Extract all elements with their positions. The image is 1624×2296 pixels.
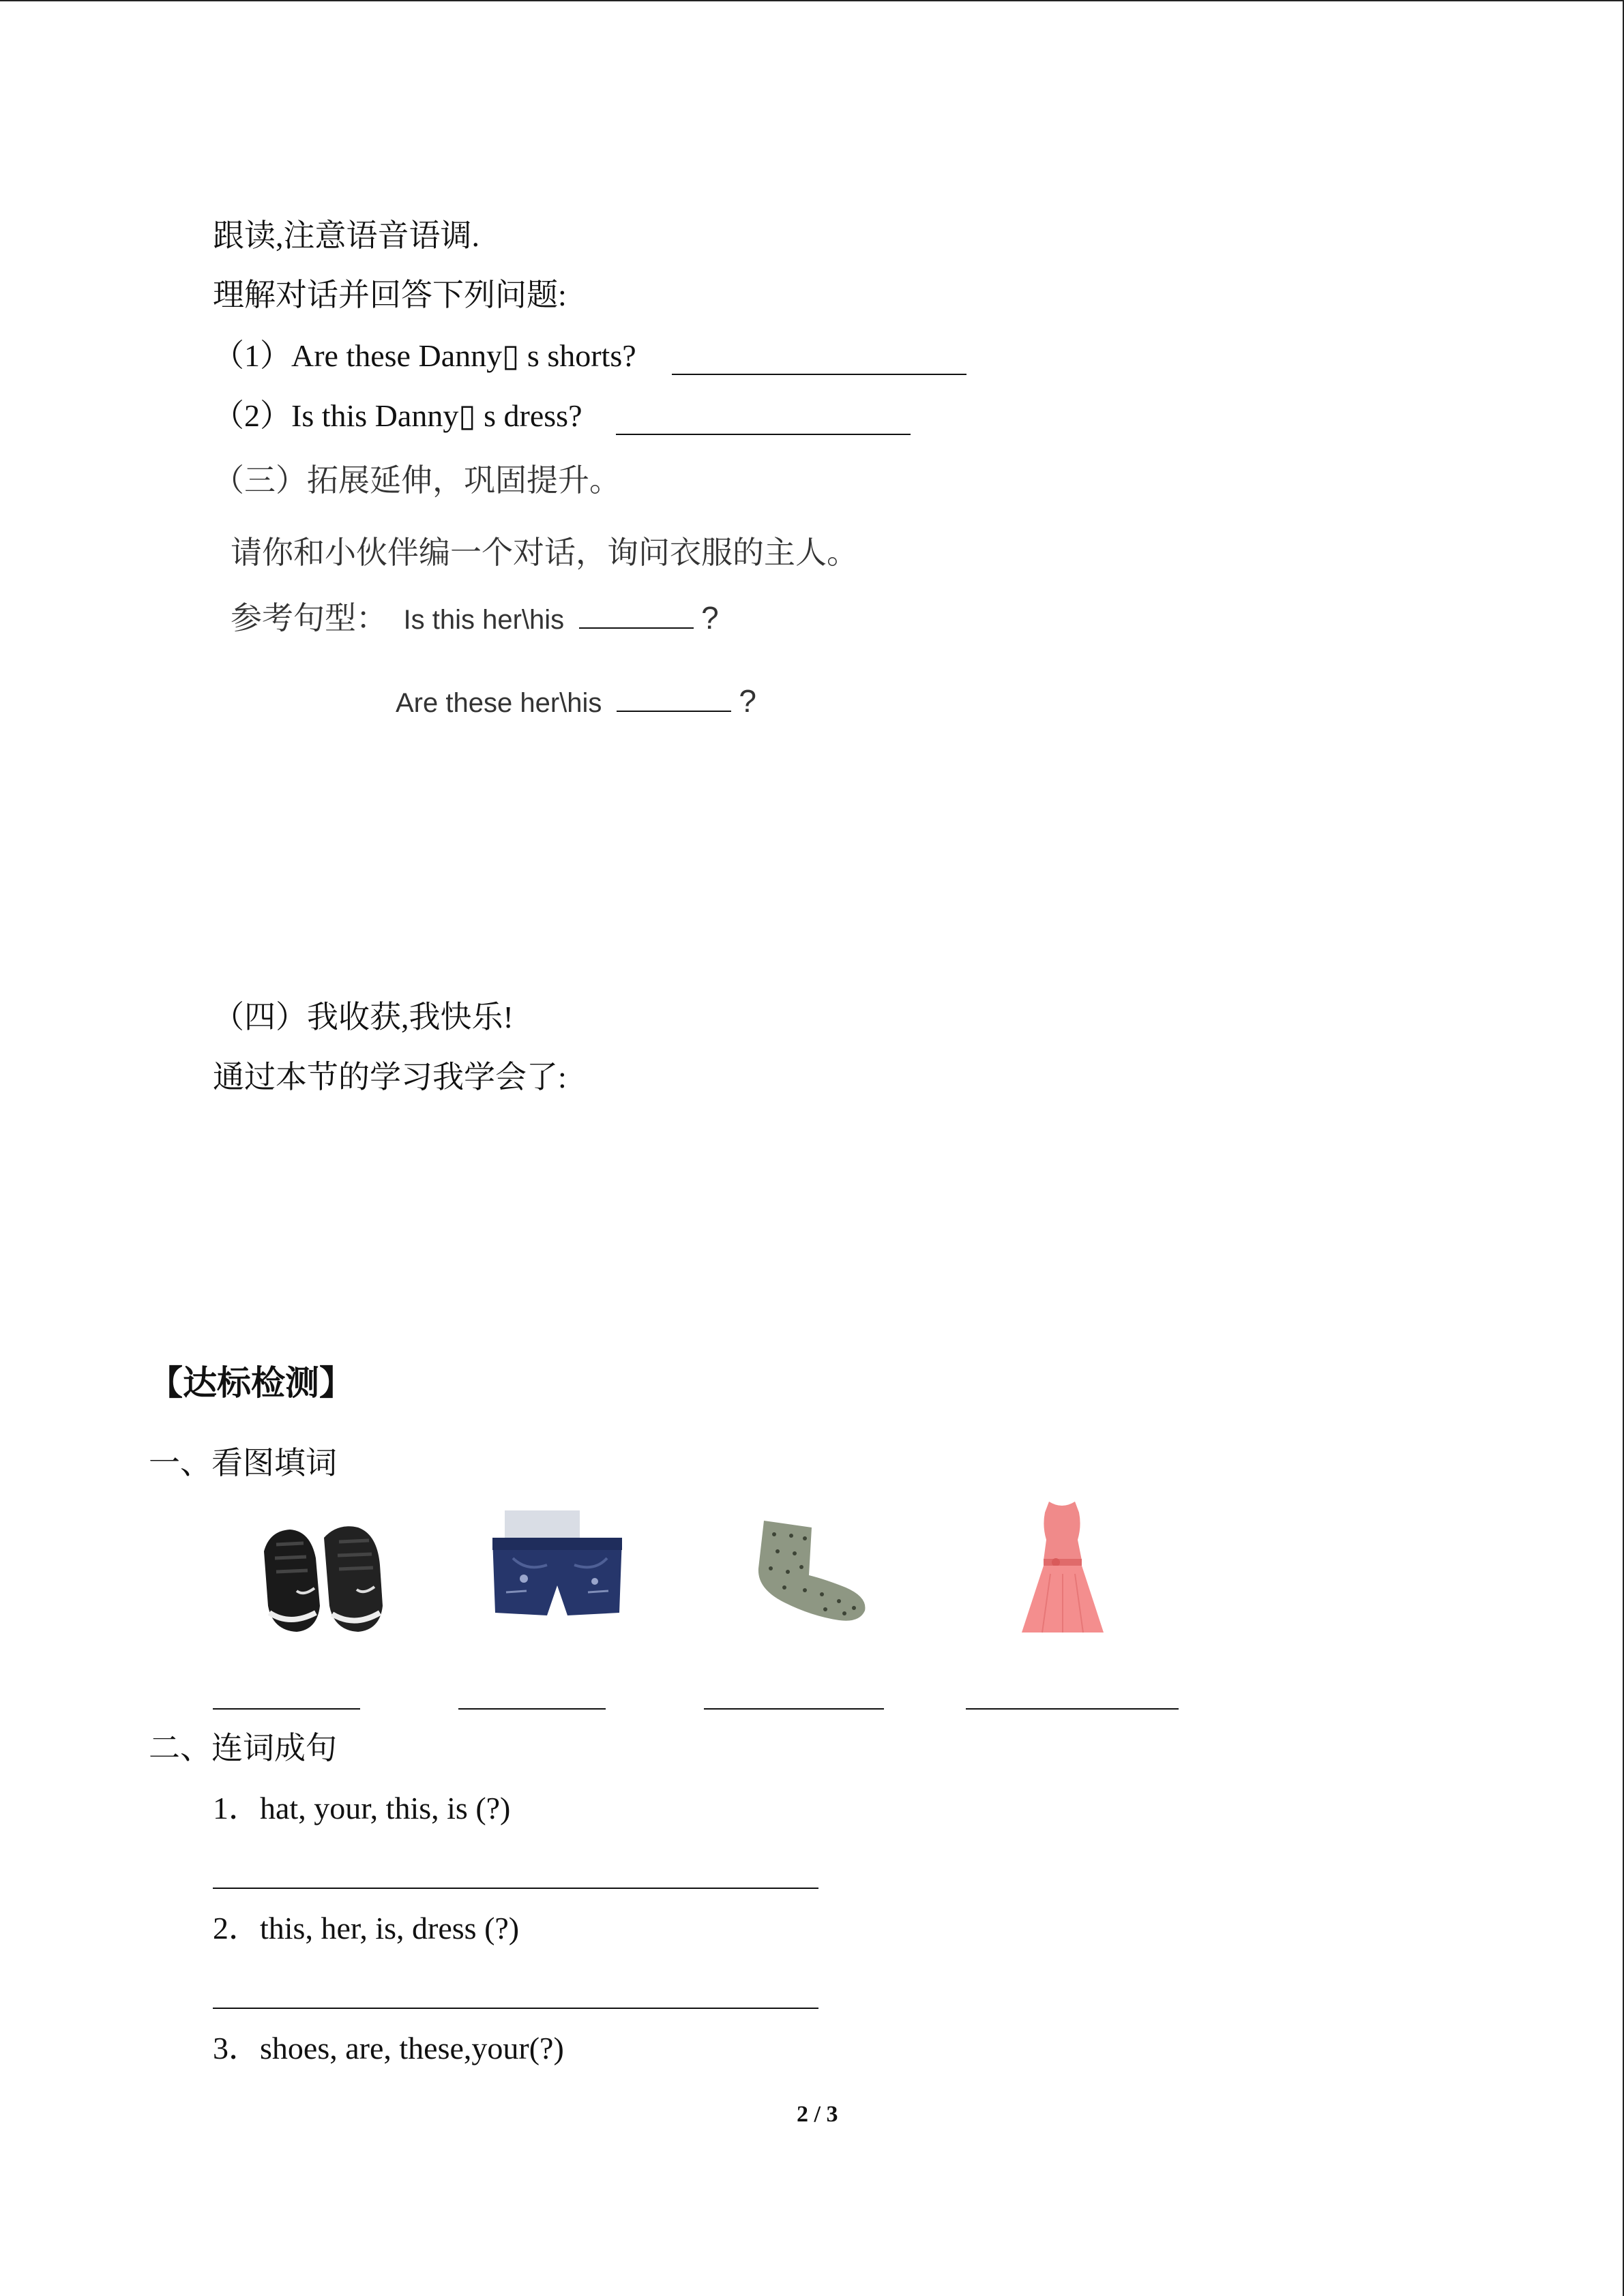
denim-shorts-image bbox=[486, 1510, 629, 1620]
understand-instruction: 理解对话并回答下列问题: bbox=[213, 278, 567, 312]
part-1-title: 一、看图填词 bbox=[149, 1446, 337, 1480]
pattern-2-qmark: ? bbox=[739, 683, 756, 719]
picture-2-answer-blank[interactable] bbox=[458, 1708, 606, 1710]
sentence-item-2: 2．this, her, is, dress (?) bbox=[213, 1911, 520, 1945]
section-three-instruction: 请你和小伙伴编一个对话，询问衣服的主人。 bbox=[231, 535, 858, 570]
pattern-1-qmark: ? bbox=[701, 600, 719, 636]
sentence-2-answer-line[interactable] bbox=[213, 2008, 818, 2009]
sentence-item-3: 3．shoes, are, these,your(?) bbox=[213, 2031, 564, 2066]
question-2-text: （2）Is this Danny▯ s dress? bbox=[213, 398, 582, 433]
sneakers-image bbox=[249, 1510, 392, 1640]
pattern-row-1 bbox=[231, 599, 719, 639]
sentence-item-1: 1．hat, your, this, is (?) bbox=[213, 1791, 511, 1825]
pattern-1-text: Is this her\his bbox=[403, 605, 565, 635]
question-2-answer-blank[interactable] bbox=[616, 434, 911, 435]
pattern-2-text: Are these her\his bbox=[396, 688, 602, 718]
question-2 bbox=[213, 397, 582, 435]
pattern-label: 参考句型： bbox=[231, 600, 387, 636]
pattern-row-2 bbox=[396, 682, 756, 722]
pink-dress-image bbox=[1016, 1499, 1108, 1635]
assessment-heading: 【达标检测】 bbox=[149, 1363, 353, 1403]
left-sneaker bbox=[264, 1530, 320, 1632]
follow-read-instruction: 跟读,注意语音语调. bbox=[213, 218, 479, 253]
question-1-answer-blank[interactable] bbox=[672, 374, 966, 375]
page-number: 2 / 3 bbox=[797, 2102, 838, 2127]
pattern-1-blank[interactable] bbox=[579, 600, 694, 629]
question-1-text: （1）Are these Danny▯ s shorts? bbox=[213, 338, 636, 373]
section-three-title: （三）拓展延伸，巩固提升。 bbox=[213, 462, 621, 498]
picture-3-answer-blank[interactable] bbox=[704, 1708, 884, 1710]
picture-4-answer-blank[interactable] bbox=[966, 1708, 1179, 1710]
right-sneaker bbox=[324, 1526, 383, 1632]
section-four-title: （四）我收获,我快乐! bbox=[213, 1000, 514, 1034]
picture-1-answer-blank[interactable] bbox=[213, 1708, 360, 1710]
sock-image bbox=[743, 1514, 873, 1623]
part-2-title: 二、连词成句 bbox=[149, 1731, 337, 1765]
learned-prompt: 通过本节的学习我学会了: bbox=[213, 1060, 567, 1094]
sentence-1-answer-line[interactable] bbox=[213, 1888, 818, 1889]
pattern-2-blank[interactable] bbox=[617, 683, 731, 712]
question-1 bbox=[213, 337, 636, 375]
